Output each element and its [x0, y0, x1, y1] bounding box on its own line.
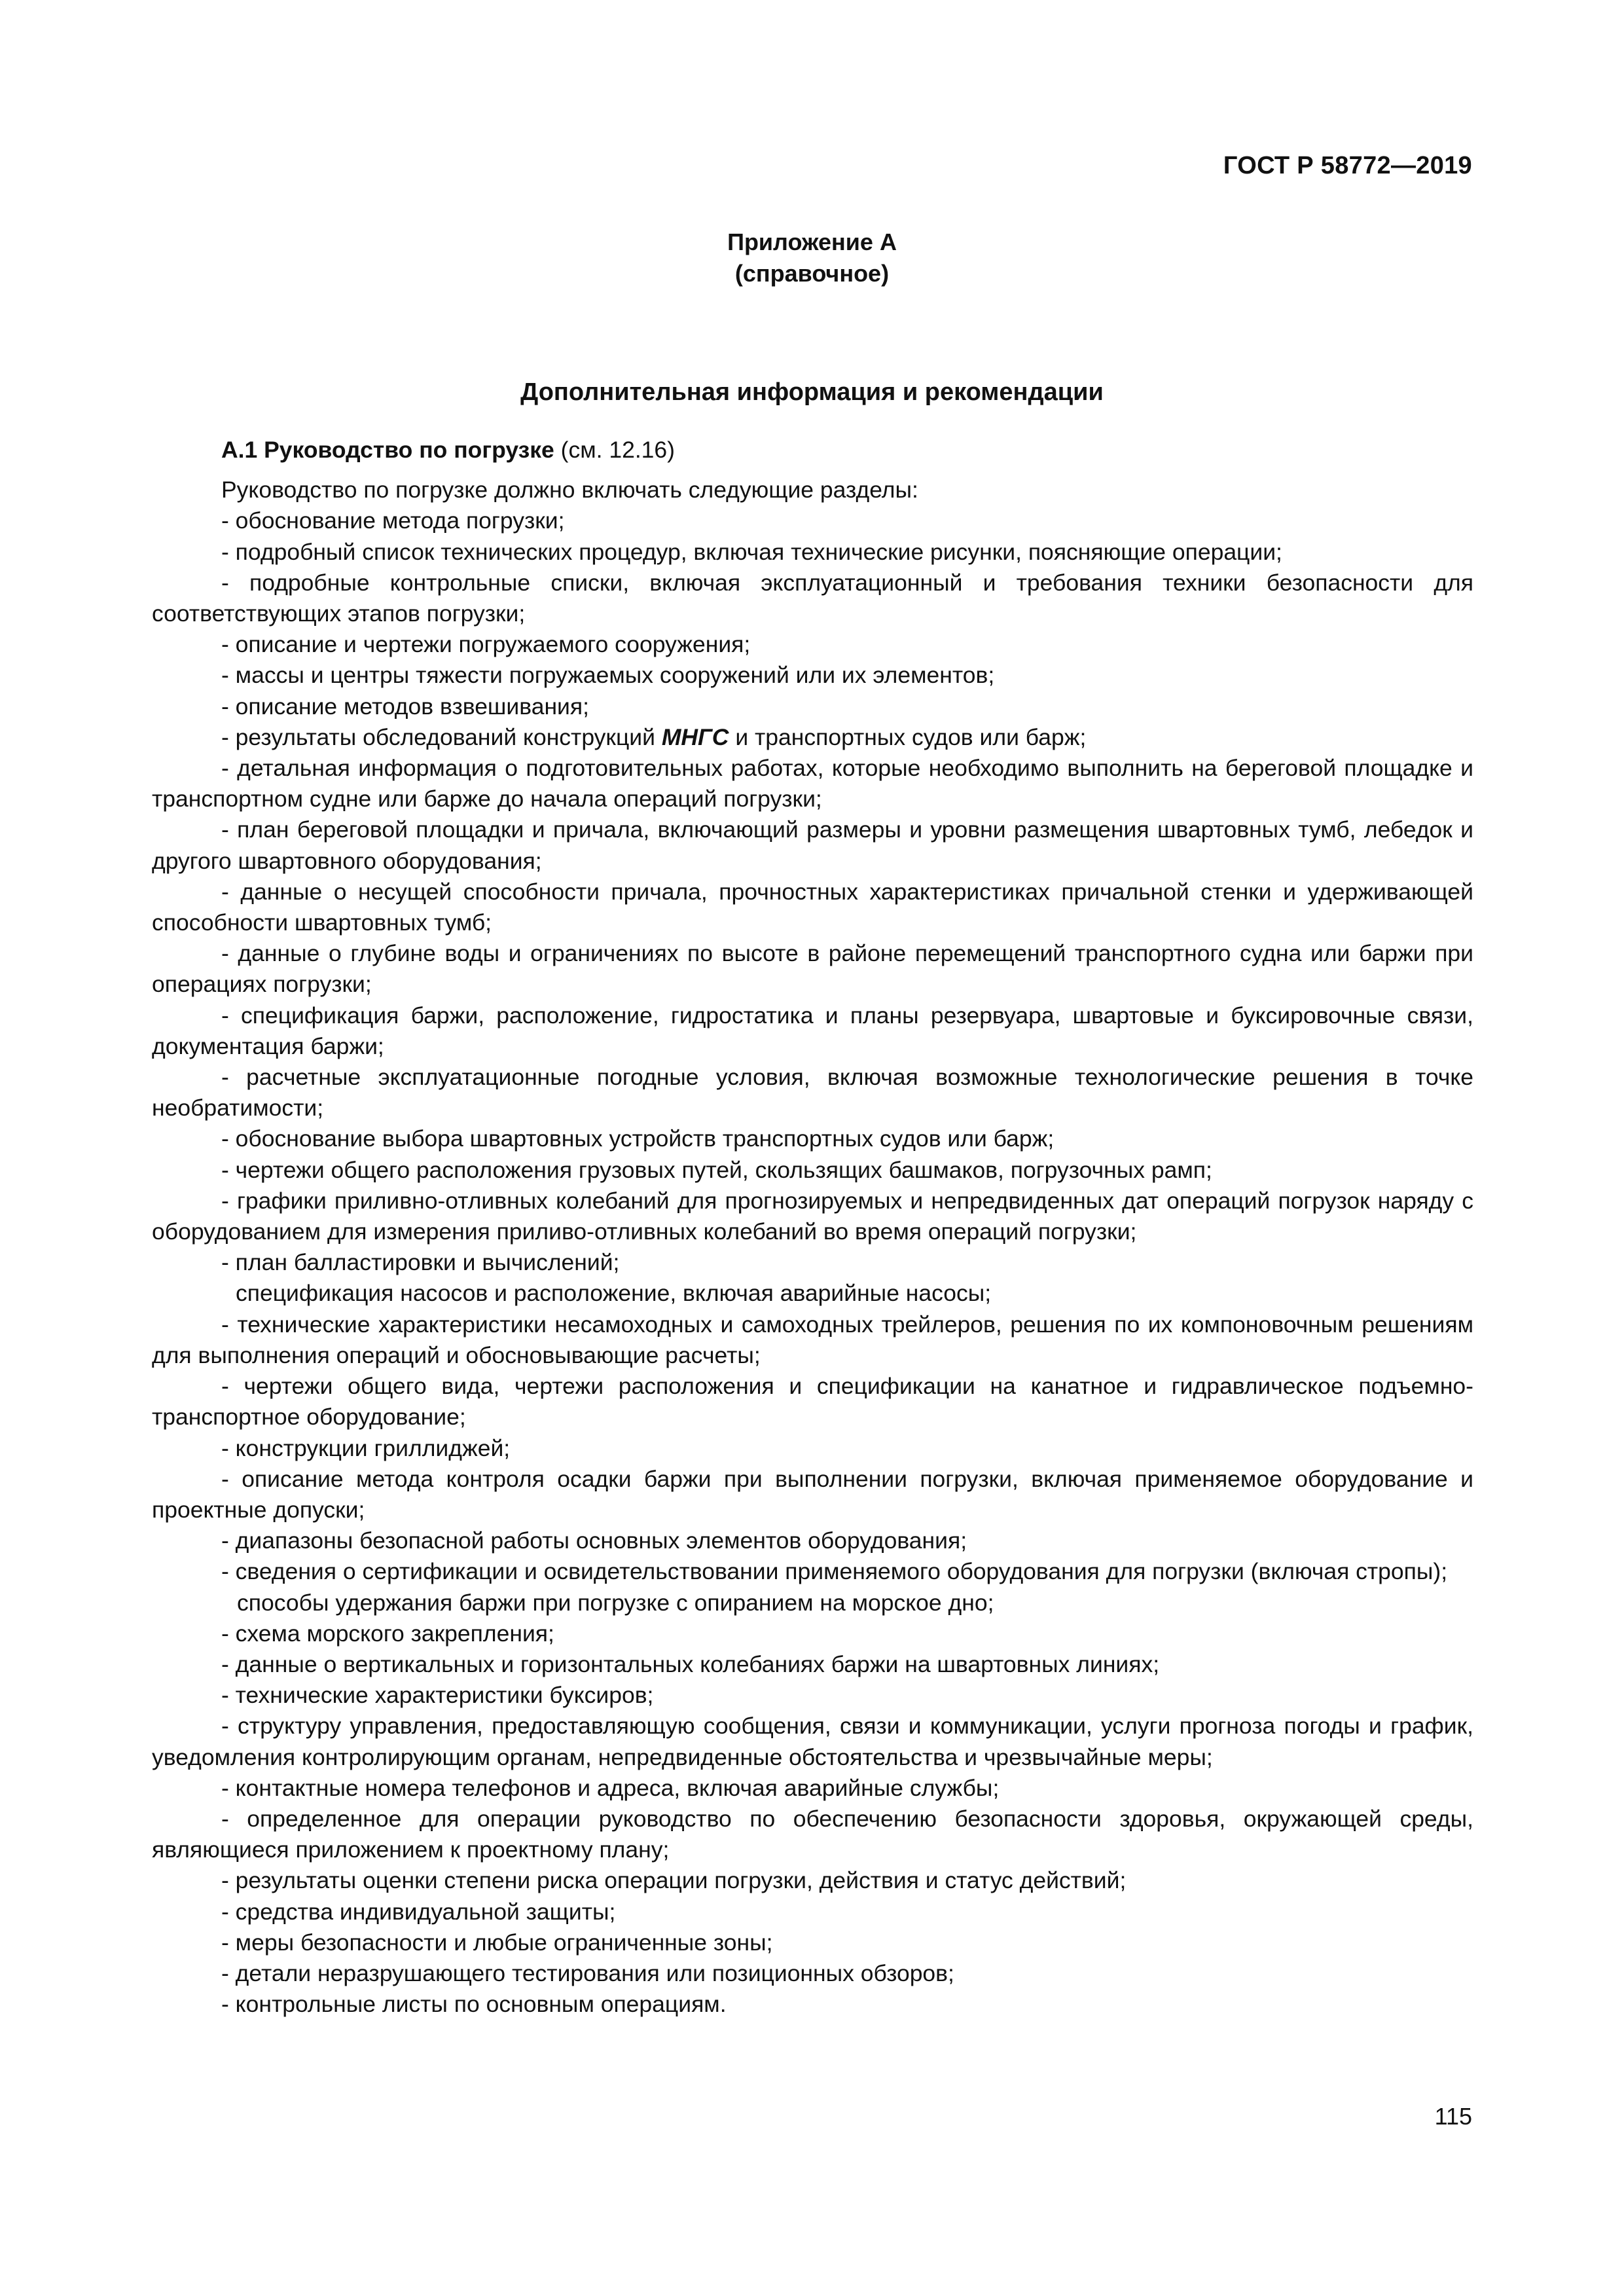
- list-item: - описание методов взвешивания;: [221, 693, 589, 720]
- list-item: - план балластировки и вычислений;: [221, 1249, 620, 1276]
- annex-label: Приложение А: [727, 228, 897, 255]
- annex-title: [0, 227, 1624, 289]
- list-item: - массы и центры тяжести погружаемых сооружений или их элементов;: [221, 662, 995, 689]
- list-item: - данные о вертикальных и горизонтальных колебаниях баржи на швартовных линиях;: [221, 1650, 1160, 1677]
- intro-paragraph: Руководство по погрузке должно включать следующие разделы:: [221, 477, 918, 503]
- list-item: - подробные контрольные списки, включая эксплуатационный и требования техники безопасности для соответствующих этапов погрузки;: [152, 569, 1473, 627]
- list-item: - чертежи общего расположения грузовых путей, скользящих башмаков, погрузочных рамп;: [221, 1156, 1212, 1183]
- document-code: ГОСТ Р 58772—2019: [1223, 152, 1472, 179]
- list-item: - детали неразрушающего тестирования или позиционных обзоров;: [221, 1959, 954, 1986]
- list-item: - технические характеристики буксиров;: [221, 1682, 654, 1709]
- subsection-title: Руководство по погрузке: [264, 437, 554, 463]
- annex-type: (справочное): [734, 260, 890, 287]
- list-item-text: - результаты обследований конструкций: [221, 723, 662, 750]
- list-item: - технические характеристики несамоходных и самоходных трейлеров, решения по их компоновочным решениям для выполнения операций и обосновывающие расчеты;: [152, 1311, 1473, 1368]
- subsection-reference: (см. 12.16): [554, 437, 675, 463]
- list-item: - структуру управления, предоставляющую сообщения, связи и коммуникации, услуги прогноза погоды и график, уведомления контролирующим органам, непредвиденные обстоятельства и чрезвычайные меры;: [152, 1713, 1473, 1770]
- list-item: - схема морского закрепления;: [221, 1620, 554, 1647]
- list-item: - данные о глубине воды и ограничениях по высоте в районе перемещений транспортного судна или баржи при операциях погрузки;: [152, 940, 1473, 998]
- list-item: - детальная информация о подготовительных работах, которые необходимо выполнить на береговой площадке и транспортном судне или барже до начала операций погрузки;: [152, 755, 1473, 812]
- section-title: Дополнительная информация и рекомендации: [520, 378, 1104, 406]
- abbreviation: МНГС: [661, 723, 729, 750]
- list-item: - результаты оценки степени риска операции погрузки, действия и статус действий;: [221, 1867, 1127, 1894]
- list-item: способы удержания баржи при погрузке с опиранием на морское дно;: [237, 1589, 994, 1616]
- list-item: - подробный список технических процедур, включая технические рисунки, поясняющие операции;: [221, 538, 1282, 565]
- list-item: [152, 722, 1473, 753]
- list-item: - данные о несущей способности причала, прочностных характеристиках причальной стенки и удерживающей способности швартовных тумб;: [152, 878, 1473, 936]
- list-item: - определенное для операции руководство по обеспечению безопасности здоровья, окружающей среды, являющиеся приложением к проектному плану;: [152, 1805, 1473, 1863]
- list-item: - обоснование метода погрузки;: [221, 507, 565, 534]
- subsection-number: А.1: [221, 437, 258, 463]
- list-item: - описание и чертежи погружаемого сооружения;: [221, 631, 751, 658]
- document-body: [152, 435, 1473, 2020]
- list-item: - графики приливно-отливных колебаний для прогнозируемых и непредвиденных дат операций погрузок наряду с оборудованием для измерения приливо-отливных колебаний во время операций погрузки;: [152, 1187, 1473, 1245]
- list-item: - конструкции гриллиджей;: [221, 1434, 511, 1461]
- list-item: - план береговой площадки и причала, включающий размеры и уровни размещения швартовных тумб, лебедок и другого швартовного оборудования;: [152, 816, 1473, 874]
- list-item-text: и транспортных судов или барж;: [729, 723, 1087, 750]
- list-item: - расчетные эксплуатационные погодные условия, включая возможные технологические решения в точке необратимости;: [152, 1064, 1473, 1121]
- list-item: - диапазоны безопасной работы основных элементов оборудования;: [221, 1527, 967, 1554]
- subsection-heading: [152, 435, 1473, 465]
- list-item: - контрольные листы по основным операциям.: [221, 1991, 727, 2018]
- list-item: - сведения о сертификации и освидетельствовании применяемого оборудования для погрузки (включая стропы);: [221, 1558, 1448, 1585]
- list-item: - описание метода контроля осадки баржи при выполнении погрузки, включая применяемое оборудование и проектные допуски;: [152, 1465, 1473, 1523]
- list-item: - спецификация баржи, расположение, гидростатика и планы резервуара, швартовые и буксировочные связи, документация баржи;: [152, 1002, 1473, 1059]
- list-item: спецификация насосов и расположение, включая аварийные насосы;: [236, 1280, 992, 1307]
- list-item: - контактные номера телефонов и адреса, включая аварийные службы;: [221, 1774, 1000, 1801]
- list-item: - средства индивидуальной защиты;: [221, 1898, 616, 1925]
- list-item: - чертежи общего вида, чертежи расположения и спецификации на канатное и гидравлическое подъемно-транспортное оборудование;: [152, 1373, 1473, 1430]
- page-number: 115: [1434, 2103, 1472, 2130]
- list-item: - обоснование выбора швартовных устройств транспортных судов или барж;: [221, 1125, 1055, 1152]
- list-item: - меры безопасности и любые ограниченные зоны;: [221, 1929, 773, 1956]
